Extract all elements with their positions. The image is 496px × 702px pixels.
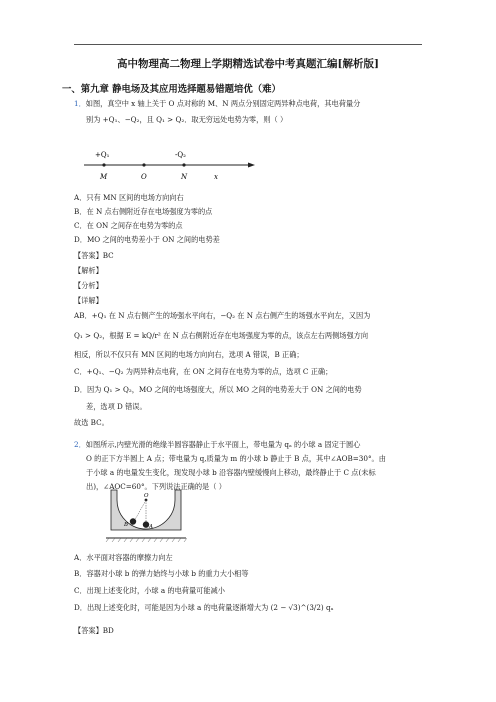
q1-answer: 【答案】BC xyxy=(74,251,114,260)
q1-number: 1． xyxy=(74,99,86,108)
q1-detail-2: Q₁ > Q₂，根据 E = kQ/r² 在 N 点右侧附近存在电场强度为零的点，该点左右两侧场强方向 xyxy=(74,331,369,340)
q1-fenxi: 【分析】 xyxy=(74,281,103,290)
q2-stem-line4: 出)，∠AOC=60°。下列说法正确的是（ ） xyxy=(86,482,226,491)
q2-stem-line3: 于小球 a 的电量发生变化，现发现小球 b 沿容器内壁缓慢向上移动，最终静止于 C 点(未标 xyxy=(86,468,376,477)
q1-option-c: C．在 ON 之间存在电势为零的点 xyxy=(74,221,183,230)
x-axis-arrow xyxy=(248,163,255,168)
page-title: 高中物理高二物理上学期精选试卷中考真题汇编[解析版] xyxy=(117,58,379,70)
q2-stem-line2: O 的正下方半圆上 A 点；带电量为 q,质量为 m 的小球 b 静止于 B 点，其中∠AOB=30°。由 xyxy=(86,454,386,463)
q1-detail-5: D．因为 Q₁ > Q₂，MO 之间的电场强度大，所以 MO 之间的电势差大于 ON 之间的电势 xyxy=(74,385,362,394)
q1-detail-1: AB．+Q₁ 在 N 点右侧产生的场强水平向右，−Q₂ 在 N 点右侧产生的场强水平向左，又因为 xyxy=(74,311,371,320)
label-q2: -Q₂ xyxy=(175,151,186,159)
point-n xyxy=(182,163,185,166)
q2-number: 2． xyxy=(74,440,86,449)
label-m: M xyxy=(100,173,108,181)
q1-xiangjie: 【详解】 xyxy=(74,296,103,305)
q1-jiexi: 【解析】 xyxy=(74,266,103,275)
point-m xyxy=(102,163,105,166)
q1-option-d: D．MO 之间的电势差小于 ON 之间的电势差 xyxy=(74,235,220,244)
label-x: x xyxy=(214,173,218,181)
charge-axis-diagram xyxy=(80,148,260,188)
label-o: O xyxy=(144,493,149,499)
label-b: B xyxy=(124,522,129,528)
q1-conclusion: 故选 BC。 xyxy=(74,418,109,427)
q1-stem-line2: 别为 +Q₁、−Q₂，且 Q₁ > Q₂．取无穷远处电势为零，则（ ） xyxy=(86,115,288,124)
q2-stem-line1: 2．如图所示,内壁光滑的绝缘半圆容器静止于水平面上，带电量为 qₐ 的小球 a 固定于圆心 xyxy=(74,440,361,449)
q1-option-a: A．只有 MN 区间的电场方向向右 xyxy=(74,193,184,202)
header-rule xyxy=(74,44,422,45)
q1-detail-3: 相反，所以不仅只有 MN 区间的电场方向向右，选项 A 错误，B 正确； xyxy=(74,350,304,359)
section-heading: 一、第九章 静电场及其应用选择题易错题培优（难） xyxy=(62,84,281,95)
q1-stem-line1: 1．如图，真空中 x 轴上关于 O 点对称的 M、N 两点分别固定两异种点电荷，其电荷量分 xyxy=(74,99,361,108)
q1-option-b: B．在 N 点右侧附近存在电场强度为零的点 xyxy=(74,207,213,216)
label-q1: +Q₁ xyxy=(95,151,110,159)
q2-option-b: B．容器对小球 b 的弹力始终与小球 b 的重力大小相等 xyxy=(74,569,249,578)
q1-detail-6: 差，选项 D 错误。 xyxy=(86,402,147,411)
semicircle-container-figure xyxy=(105,486,187,544)
ball-b xyxy=(130,518,136,524)
q2-option-d: D．出现上述变化时，可能是因为小球 a 的电荷量逐渐增大为 (2 − √3)^(3/2) qₐ xyxy=(74,603,334,612)
point-o xyxy=(142,163,145,166)
q2-option-a: A．水平面对容器的摩擦力向左 xyxy=(74,553,173,562)
label-a: A xyxy=(149,524,153,530)
label-o: O xyxy=(141,173,147,181)
ground-hatching xyxy=(106,538,187,542)
q2-answer: 【答案】BD xyxy=(74,626,114,635)
q1-detail-4: C．+Q₁、−Q₂ 为两异种点电荷，在 ON 之间存在电势为零的点，选项 C 正确； xyxy=(74,367,333,376)
q2-option-c: C．出现上述变化时，小球 a 的电荷量可能减小 xyxy=(74,586,225,595)
label-n: N xyxy=(181,173,188,181)
